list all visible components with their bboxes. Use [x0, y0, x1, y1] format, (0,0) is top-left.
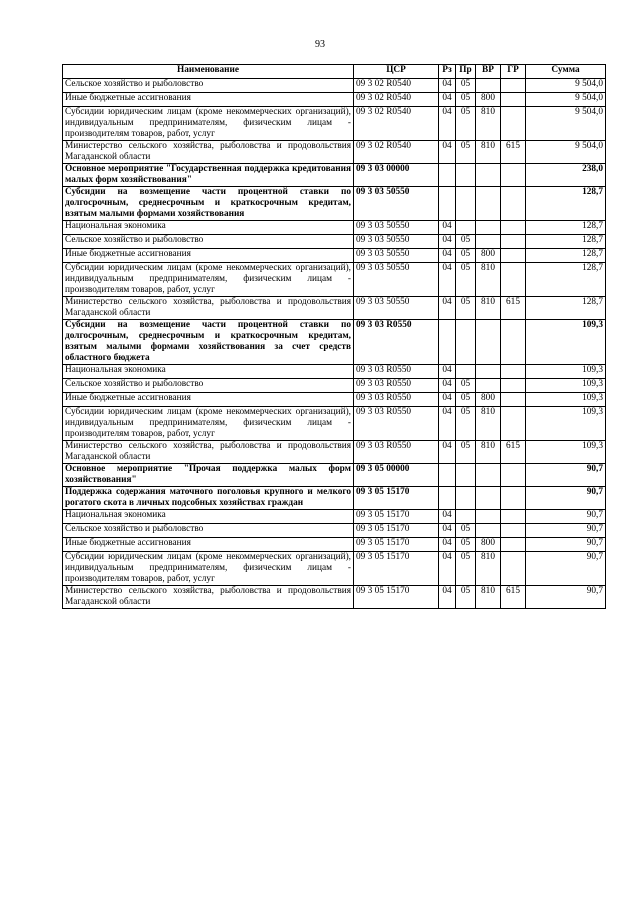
cell-vr: 810 [476, 552, 501, 586]
cell-vr: 810 [476, 141, 501, 164]
cell-rz: 04 [439, 379, 456, 393]
cell-vr: 810 [476, 441, 501, 464]
cell-vr: 810 [476, 263, 501, 297]
cell-vr: 810 [476, 586, 501, 609]
cell-vr: 810 [476, 297, 501, 320]
cell-gr [501, 365, 526, 379]
cell-name: Субсидии на возмещение части процентной ставки по долгосрочным, среднесрочным и краткосрочным кредитам, взятым малыми формами хозяйствования за счет средств областного бюджета [63, 320, 354, 365]
table-row [63, 379, 606, 393]
cell-pr [456, 187, 476, 221]
cell-pr: 05 [456, 538, 476, 552]
cell-sum: 90,7 [526, 586, 606, 609]
header-pr: Пр [456, 65, 476, 79]
cell-name: Национальная экономика [63, 510, 354, 524]
cell-pr: 05 [456, 141, 476, 164]
cell-gr [501, 93, 526, 107]
cell-rz [439, 320, 456, 365]
cell-rz: 04 [439, 552, 456, 586]
cell-rz: 04 [439, 235, 456, 249]
cell-pr: 05 [456, 235, 476, 249]
cell-csr: 09 3 03 R0550 [354, 365, 439, 379]
table-row [63, 141, 606, 164]
cell-sum: 109,3 [526, 379, 606, 393]
cell-pr: 05 [456, 249, 476, 263]
cell-csr: 09 3 03 R0550 [354, 320, 439, 365]
cell-gr [501, 164, 526, 187]
table-row [63, 552, 606, 586]
cell-gr: 615 [501, 297, 526, 320]
cell-gr [501, 263, 526, 297]
cell-vr [476, 164, 501, 187]
table-row [63, 464, 606, 487]
cell-rz [439, 164, 456, 187]
cell-csr: 09 3 03 50550 [354, 187, 439, 221]
table-row [63, 235, 606, 249]
cell-name: Национальная экономика [63, 365, 354, 379]
cell-name: Субсидии юридическим лицам (кроме некоммерческих организаций), индивидуальным предпринимателям, физическим лицам - производителям товаров, работ, услуг [63, 263, 354, 297]
cell-vr [476, 221, 501, 235]
cell-rz [439, 187, 456, 221]
cell-sum: 128,7 [526, 297, 606, 320]
cell-vr [476, 510, 501, 524]
cell-sum: 109,3 [526, 365, 606, 379]
cell-vr: 800 [476, 393, 501, 407]
cell-rz: 04 [439, 107, 456, 141]
cell-name: Национальная экономика [63, 221, 354, 235]
cell-vr [476, 379, 501, 393]
cell-csr: 09 3 03 R0550 [354, 379, 439, 393]
cell-rz: 04 [439, 441, 456, 464]
table-row [63, 510, 606, 524]
cell-csr: 09 3 03 R0550 [354, 441, 439, 464]
cell-gr [501, 107, 526, 141]
page-number: 93 [315, 39, 325, 50]
cell-rz: 04 [439, 538, 456, 552]
cell-sum: 128,7 [526, 249, 606, 263]
cell-csr: 09 3 05 00000 [354, 464, 439, 487]
cell-pr [456, 221, 476, 235]
cell-name: Министерство сельского хозяйства, рыболовства и продовольствия Магаданской области [63, 141, 354, 164]
cell-sum: 90,7 [526, 538, 606, 552]
cell-pr: 05 [456, 93, 476, 107]
table-row [63, 538, 606, 552]
cell-pr [456, 464, 476, 487]
cell-vr: 800 [476, 538, 501, 552]
header-name: Наименование [63, 65, 354, 79]
cell-rz: 04 [439, 221, 456, 235]
table-row [63, 487, 606, 510]
cell-sum: 90,7 [526, 510, 606, 524]
cell-sum: 128,7 [526, 263, 606, 297]
cell-name: Субсидии юридическим лицам (кроме некоммерческих организаций), индивидуальным предпринимателям, физическим лицам - производителям товаров, работ, услуг [63, 552, 354, 586]
cell-pr: 05 [456, 379, 476, 393]
cell-csr: 09 3 03 50550 [354, 249, 439, 263]
cell-sum: 109,3 [526, 320, 606, 365]
cell-sum: 9 504,0 [526, 93, 606, 107]
cell-csr: 09 3 02 R0540 [354, 93, 439, 107]
cell-csr: 09 3 05 15170 [354, 487, 439, 510]
table-row [63, 441, 606, 464]
cell-sum: 238,0 [526, 164, 606, 187]
cell-rz: 04 [439, 365, 456, 379]
cell-rz: 04 [439, 141, 456, 164]
cell-name: Иные бюджетные ассигнования [63, 93, 354, 107]
cell-rz [439, 464, 456, 487]
cell-gr [501, 320, 526, 365]
table-row [63, 393, 606, 407]
cell-name: Сельское хозяйство и рыболовство [63, 79, 354, 93]
table-row [63, 407, 606, 441]
cell-gr [501, 187, 526, 221]
cell-sum: 109,3 [526, 407, 606, 441]
table-row [63, 187, 606, 221]
cell-sum: 90,7 [526, 552, 606, 586]
cell-rz: 04 [439, 524, 456, 538]
cell-csr: 09 3 03 50550 [354, 235, 439, 249]
cell-csr: 09 3 03 R0550 [354, 393, 439, 407]
cell-pr [456, 164, 476, 187]
cell-rz: 04 [439, 93, 456, 107]
cell-rz: 04 [439, 79, 456, 93]
budget-table [62, 64, 606, 609]
cell-pr: 05 [456, 524, 476, 538]
cell-gr [501, 221, 526, 235]
cell-name: Поддержка содержания маточного поголовья крупного и мелкого рогатого скота в личных подсобных хозяйствах граждан [63, 487, 354, 510]
cell-pr: 05 [456, 107, 476, 141]
cell-name: Субсидии юридическим лицам (кроме некоммерческих организаций), индивидуальным предпринимателям, физическим лицам - производителям товаров, работ, услуг [63, 107, 354, 141]
cell-pr: 05 [456, 393, 476, 407]
cell-rz: 04 [439, 407, 456, 441]
cell-name: Сельское хозяйство и рыболовство [63, 379, 354, 393]
cell-vr [476, 235, 501, 249]
cell-vr [476, 365, 501, 379]
cell-rz: 04 [439, 393, 456, 407]
cell-vr [476, 79, 501, 93]
cell-gr [501, 235, 526, 249]
header-rz: Рз [439, 65, 456, 79]
cell-pr: 05 [456, 586, 476, 609]
cell-name: Субсидии на возмещение части процентной ставки по долгосрочным, среднесрочным и краткосрочным кредитам, взятым малыми формами хозяйствования [63, 187, 354, 221]
cell-name: Основное мероприятие "Прочая поддержка малых форм хозяйствования" [63, 464, 354, 487]
cell-sum: 128,7 [526, 221, 606, 235]
cell-vr: 810 [476, 107, 501, 141]
cell-csr: 09 3 02 R0540 [354, 79, 439, 93]
cell-sum: 9 504,0 [526, 141, 606, 164]
cell-rz: 04 [439, 263, 456, 297]
table-row [63, 586, 606, 609]
cell-vr [476, 487, 501, 510]
cell-gr [501, 249, 526, 263]
table-row [63, 221, 606, 235]
cell-name: Сельское хозяйство и рыболовство [63, 235, 354, 249]
table-row [63, 263, 606, 297]
cell-gr [501, 552, 526, 586]
table-header-row [63, 65, 606, 79]
cell-vr [476, 320, 501, 365]
cell-gr [501, 487, 526, 510]
cell-name: Иные бюджетные ассигнования [63, 393, 354, 407]
cell-pr: 05 [456, 297, 476, 320]
cell-gr: 615 [501, 141, 526, 164]
cell-rz [439, 487, 456, 510]
cell-pr: 05 [456, 263, 476, 297]
cell-gr [501, 524, 526, 538]
cell-gr [501, 538, 526, 552]
cell-csr: 09 3 03 50550 [354, 263, 439, 297]
cell-name: Министерство сельского хозяйства, рыболовства и продовольствия Магаданской области [63, 297, 354, 320]
cell-gr [501, 379, 526, 393]
table-body [63, 79, 606, 609]
cell-sum: 90,7 [526, 524, 606, 538]
cell-pr [456, 510, 476, 524]
cell-pr: 05 [456, 441, 476, 464]
cell-csr: 09 3 05 15170 [354, 538, 439, 552]
table-row [63, 93, 606, 107]
cell-sum: 9 504,0 [526, 79, 606, 93]
cell-sum: 9 504,0 [526, 107, 606, 141]
header-csr: ЦСР [354, 65, 439, 79]
cell-vr: 800 [476, 249, 501, 263]
cell-name: Иные бюджетные ассигнования [63, 538, 354, 552]
cell-rz: 04 [439, 297, 456, 320]
cell-name: Сельское хозяйство и рыболовство [63, 524, 354, 538]
table-row [63, 365, 606, 379]
header-gr: ГР [501, 65, 526, 79]
cell-pr [456, 365, 476, 379]
cell-gr [501, 393, 526, 407]
cell-csr: 09 3 03 00000 [354, 164, 439, 187]
cell-pr: 05 [456, 407, 476, 441]
cell-csr: 09 3 05 15170 [354, 524, 439, 538]
table-row [63, 524, 606, 538]
cell-csr: 09 3 05 15170 [354, 510, 439, 524]
cell-gr [501, 510, 526, 524]
cell-rz: 04 [439, 510, 456, 524]
cell-vr [476, 187, 501, 221]
cell-gr [501, 407, 526, 441]
cell-gr [501, 79, 526, 93]
cell-vr: 810 [476, 407, 501, 441]
cell-sum: 109,3 [526, 393, 606, 407]
cell-name: Министерство сельского хозяйства, рыболовства и продовольствия Магаданской области [63, 441, 354, 464]
cell-name: Основное мероприятие "Государственная поддержка кредитования малых форм хозяйствования" [63, 164, 354, 187]
cell-name: Иные бюджетные ассигнования [63, 249, 354, 263]
cell-csr: 09 3 02 R0540 [354, 107, 439, 141]
table-row [63, 320, 606, 365]
table-row [63, 107, 606, 141]
cell-pr [456, 320, 476, 365]
cell-csr: 09 3 05 15170 [354, 586, 439, 609]
table-row [63, 249, 606, 263]
cell-pr: 05 [456, 552, 476, 586]
cell-vr: 800 [476, 93, 501, 107]
cell-csr: 09 3 03 50550 [354, 221, 439, 235]
cell-gr: 615 [501, 586, 526, 609]
cell-vr [476, 464, 501, 487]
cell-sum: 109,3 [526, 441, 606, 464]
cell-name: Министерство сельского хозяйства, рыболовства и продовольствия Магаданской области [63, 586, 354, 609]
cell-sum: 90,7 [526, 464, 606, 487]
cell-name: Субсидии юридическим лицам (кроме некоммерческих организаций), индивидуальным предпринимателям, физическим лицам - производителям товаров, работ, услуг [63, 407, 354, 441]
cell-csr: 09 3 03 50550 [354, 297, 439, 320]
header-vr: ВР [476, 65, 501, 79]
cell-rz: 04 [439, 249, 456, 263]
cell-gr [501, 464, 526, 487]
cell-csr: 09 3 03 R0550 [354, 407, 439, 441]
cell-csr: 09 3 02 R0540 [354, 141, 439, 164]
header-sum: Сумма [526, 65, 606, 79]
cell-sum: 90,7 [526, 487, 606, 510]
cell-sum: 128,7 [526, 235, 606, 249]
cell-vr [476, 524, 501, 538]
table-row [63, 164, 606, 187]
cell-csr: 09 3 05 15170 [354, 552, 439, 586]
cell-rz: 04 [439, 586, 456, 609]
table-row [63, 297, 606, 320]
cell-gr: 615 [501, 441, 526, 464]
table-row [63, 79, 606, 93]
cell-sum: 128,7 [526, 187, 606, 221]
cell-pr [456, 487, 476, 510]
cell-pr: 05 [456, 79, 476, 93]
